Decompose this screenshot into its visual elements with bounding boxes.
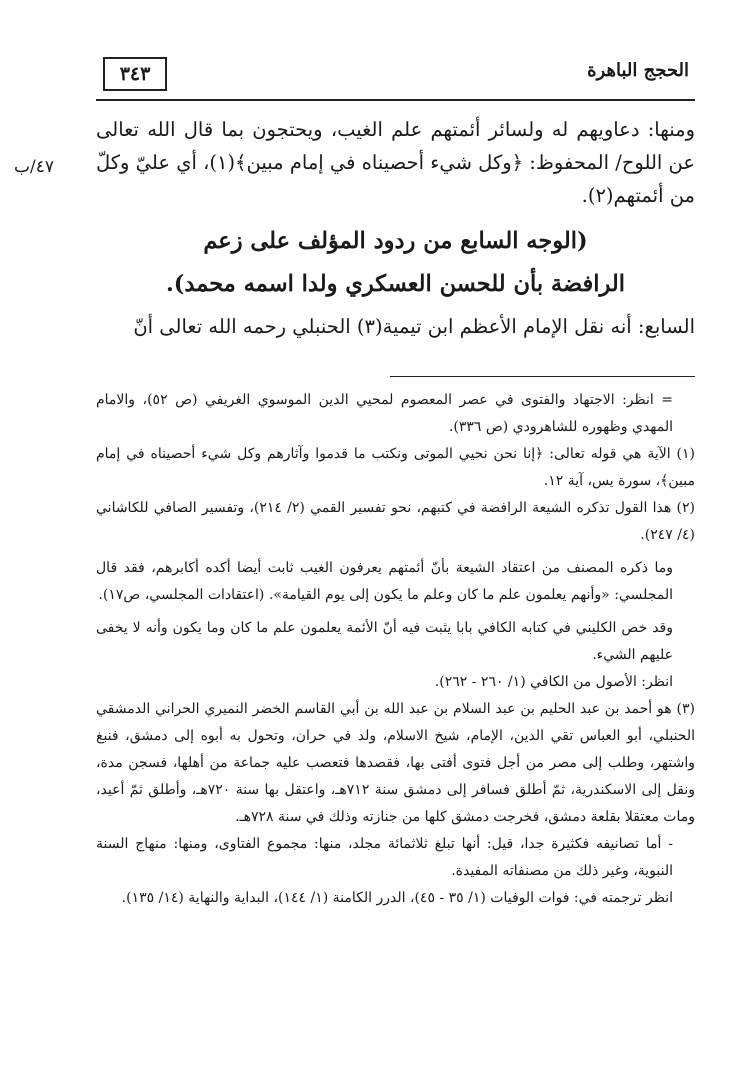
footnote-2-para-4: انظر: الأصول من الكافي (١/ ٢٦٠ - ٢٦٢). (434, 674, 673, 690)
header-rule (96, 99, 695, 101)
footnote-2-para-3: وقد خص الكليني في كتابه الكافي بابا يثبت فيه أنّ الأئمة يعلمون علم ما كان وما يكون وأنه لا يخفى عليهم الشيء. (96, 620, 673, 663)
margin-folio-note: ٤٧/ب (14, 157, 54, 177)
footnote-2-para-2: وما ذكره المصنف من اعتقاد الشيعة بأنّ أئمتهم يعرفون الغيب ثابت أيضا أكده أكابرهم، فقد قال المجلسي: «وأنهم يعلمون علم ما كان وعلم ما يكون إلى يوم القيامة». (اعتقادات المجلسي، ص١٧). (96, 560, 673, 603)
footnote-3: (٣) هو أحمد بن عبد الحليم بن عبد السلام بن عبد الله بن أبي القاسم الخضر النميري الحراني الدمشقي الحنبلي، أبو العباس تقي الدين، الإمام، شيخ الاسلام، ولد في حران، وتحول به أبوه إلى دمشق، فنبغ واشتهر، وطلب إلى مصر من أجل فتوى أفتى بها، فقصدها فتعصب عليه جماعة من أهلها، فسجن مدة، ونقل إلى الاسكندرية، ثمّ أطلق فسافر إلى دمشق سنة ٧١٢هـ، واعتقل بها سنة ٧٢٠هـ، وأطلق ثمّ أعيد، ومات معتقلا بقلعة دمشق، فخرجت دمشق كلها من جنازته وذلك في سنة ٧٢٨هـ. (96, 701, 695, 825)
footnote-3-para-3: انظر ترجمته في: فوات الوفيات (١/ ٣٥ - ٤٥)، الدرر الكامنة (١/ ١٤٤)، البداية والنهاية (١٤/ ١٣٥). (121, 890, 673, 906)
footnotes (96, 387, 695, 912)
page-number: ٣٤٣ (119, 63, 151, 85)
heading-line-2: الرافضة بأن للحسن العسكري ولدا اسمه محمد). (165, 271, 626, 297)
footnote-3-para-2: - أما تصانيفه فكثيرة جدا، قيل: أنها تبلغ ثلاثمائة مجلد، منها: مجموع الفتاوى، ومنها: منهاج السنة النبوية، وغير ذلك من مصنفاته المفيدة. (96, 836, 673, 879)
running-title: الحجج الباهرة (587, 60, 689, 81)
paragraph-1: ومنها: دعاويهم له ولسائر أئمتهم علم الغيب، ويحتجون بما قال الله تعالى عن اللوح/ المحفوظ: ﴿وكل شيء أحصيناه في إمام مبين﴾(١)، أي عليّ وكلّ من أئمتهم(٢). (96, 118, 695, 207)
footnote-rule (390, 376, 695, 377)
page-number-box (103, 57, 167, 91)
footnote-1: (١) الآية هي قوله تعالى: ﴿إنا نحن نحيي الموتى ونكتب ما قدموا وآثارهم وكل شيء أحصيناه في إمام مبين﴾، سورة يس، آية ١٢. (96, 446, 695, 489)
footnote-continuation: = انظر: الاجتهاد والفتوى في عصر المعصوم لمحيي الدين الموسوي الغريفي (ص ٥٢)، والامام المهدي وظهوره للشاهرودي (ص ٣٣٦). (96, 392, 674, 435)
main-text (96, 113, 695, 343)
heading-line-1: (الوجه السابع من ردود المؤلف على زعم (203, 228, 588, 254)
paragraph-2: السابع: أنه نقل الإمام الأعظم ابن تيمية(٣) الحنبلي رحمه الله تعالى أنّ (133, 315, 695, 338)
section-heading (96, 220, 695, 306)
footnote-2: (٢) هذا القول تذكره الشيعة الرافضة في كتبهم، نحو تفسير القمي (٢/ ٢١٤)، وتفسير الصافي للكاشاني (٤/ ٢٤٧). (96, 500, 696, 543)
